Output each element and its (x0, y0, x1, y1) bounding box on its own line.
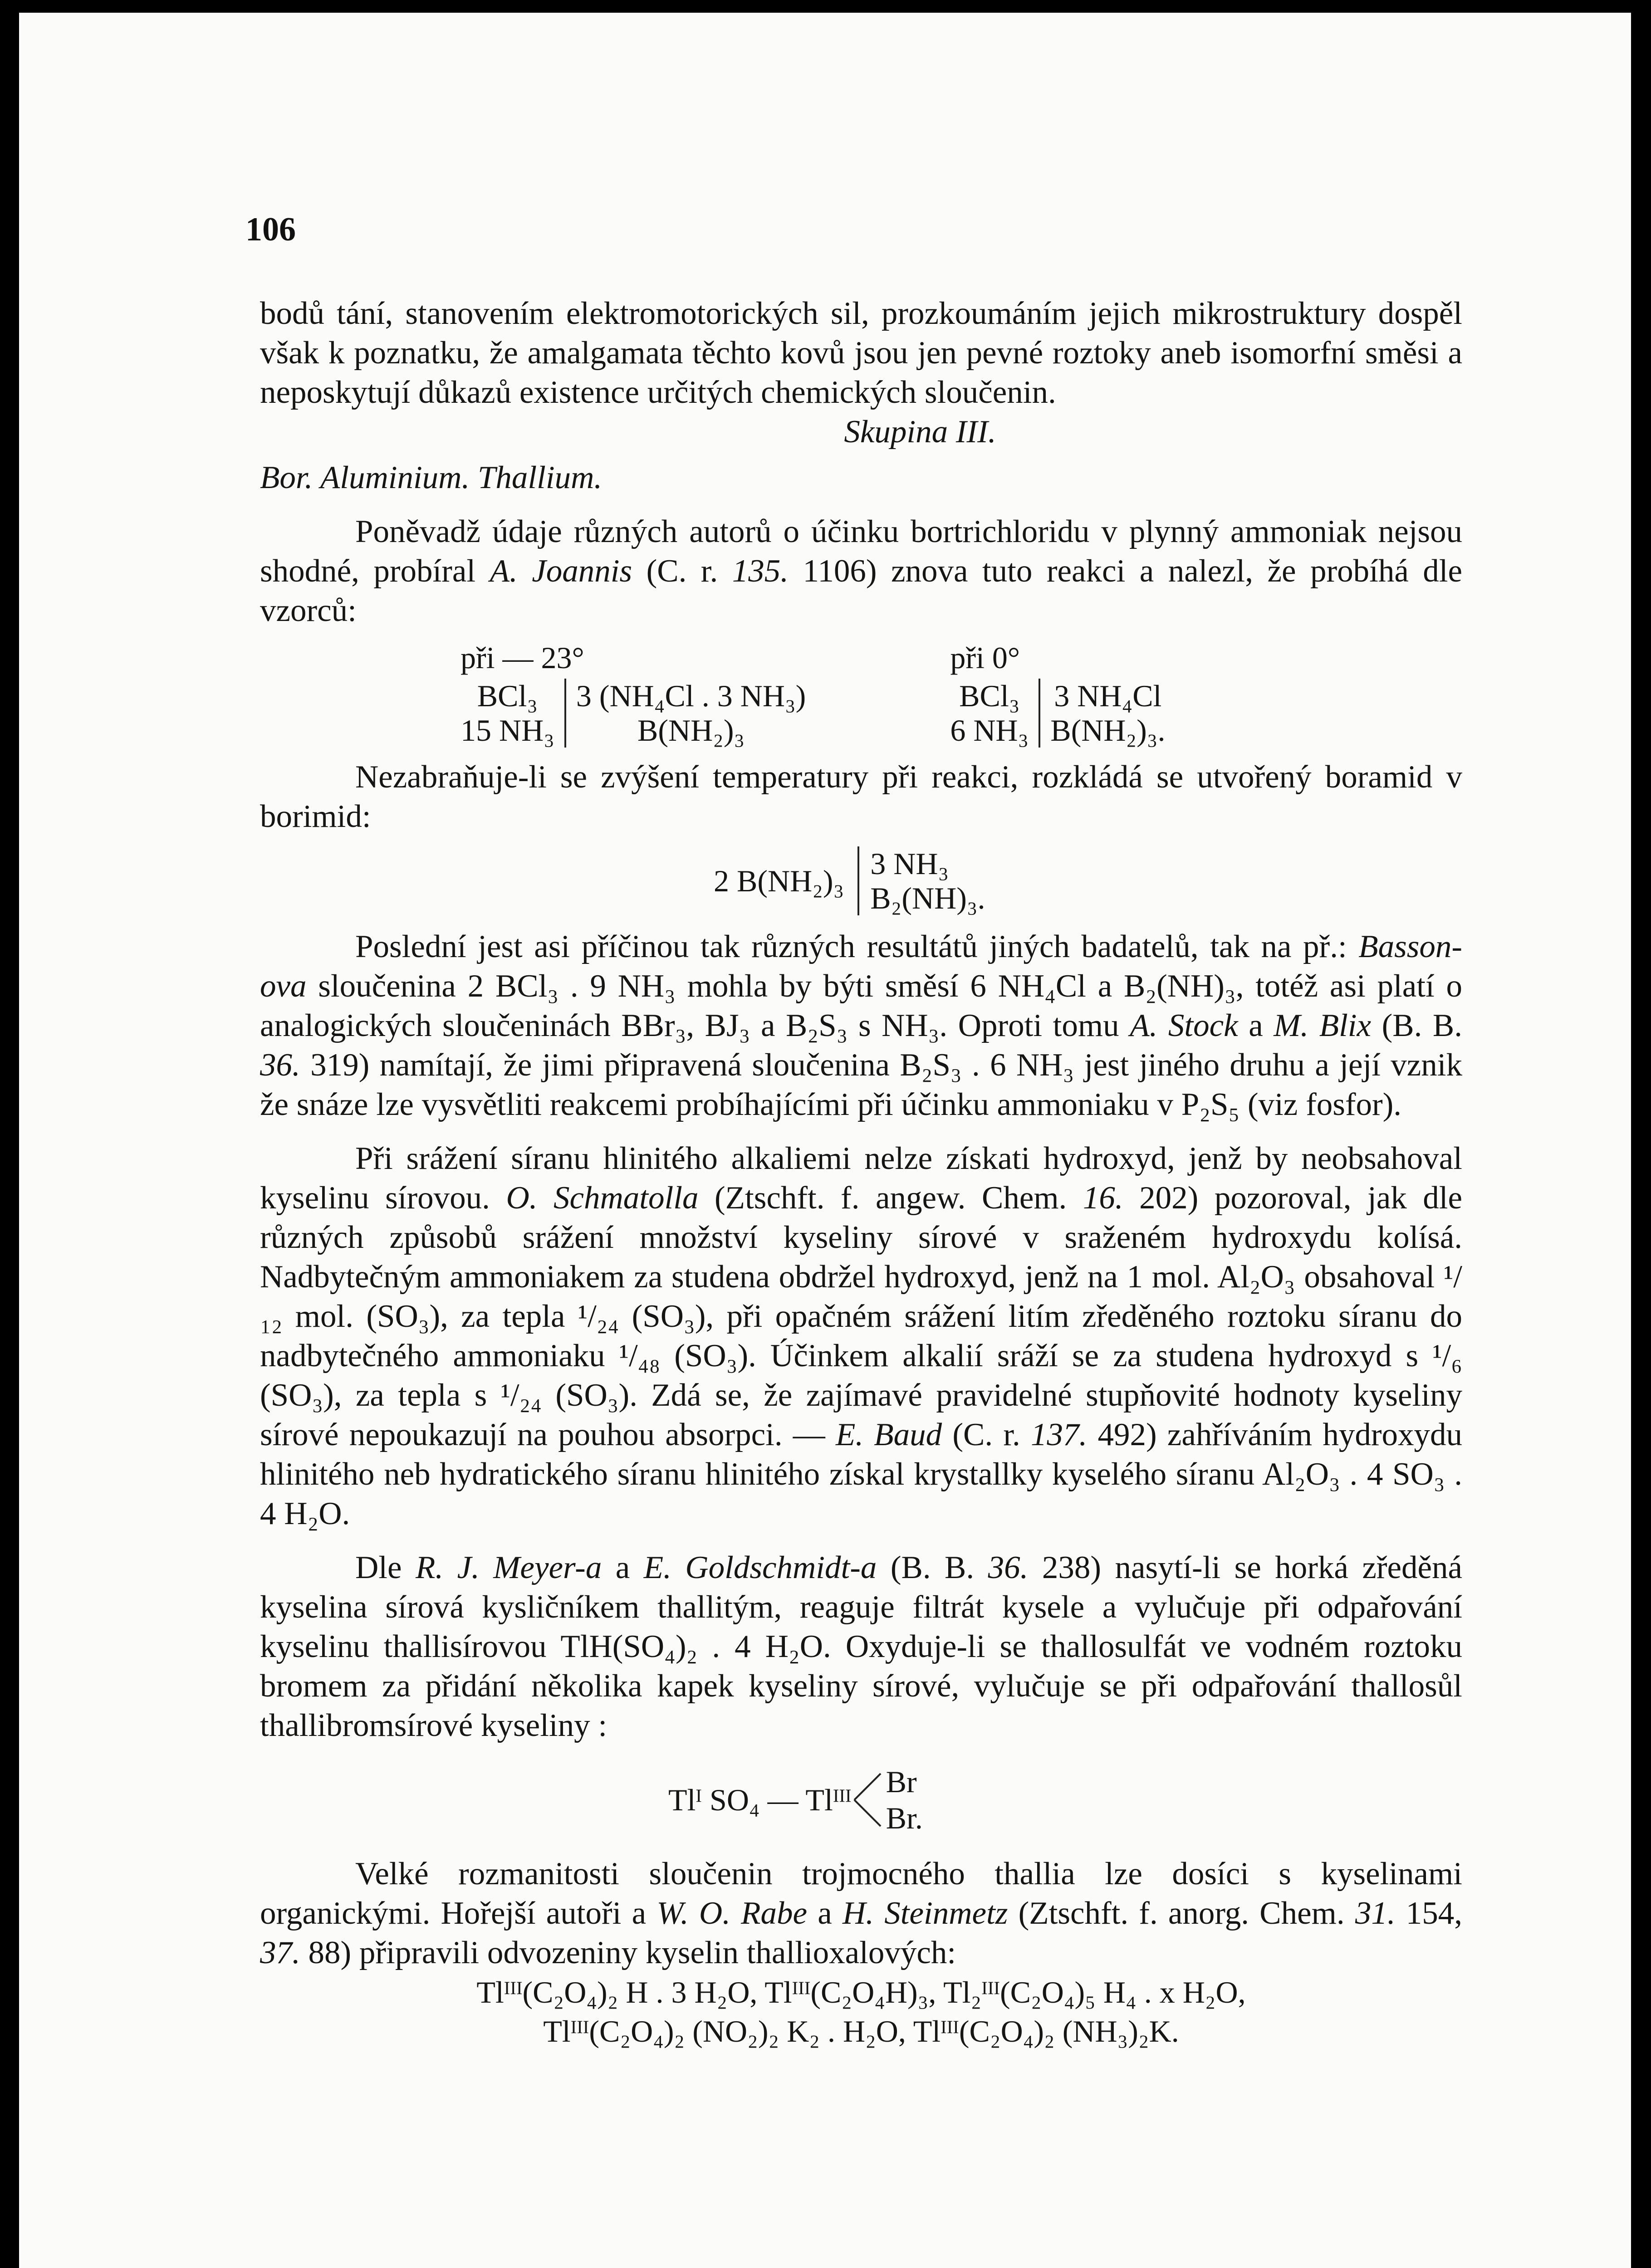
reaction-row: BCl₃ 3 (NH₄Cl . 3 NH₃) BCl₃ 3 NH₄Cl (451, 679, 1176, 713)
reaction-table (451, 640, 1176, 748)
author-joannis: A. Joannis (490, 553, 632, 589)
paragraph-boramid: Nezabraňuje-li se zvýšení temperatury při reakci, rozkládá se utvořený boramid v borimid: (260, 759, 1462, 834)
author-goldschmidt: E. Goldschmidt-a (643, 1550, 877, 1585)
oxalate-formula-line: Tlᴵᴵᴵ(C₂O₄)₂ H . 3 H₂O, Tlᴵᴵᴵ(C₂O₄H)₃, Tl₂ᴵᴵᴵ(C₂O₄)₅ H₄ . x H₂O, (476, 1975, 1246, 2009)
paragraph-aluminium-sulfate: Při srážení síranu hlinitého alkaliemi nelze získati hydroxyd, jenž by neobsahoval kyselinu sírovou. O. Schmatolla (Ztschft. f. angew. Chem. 16. 202) pozoroval, jak dle různých způsobů srážení množství kyseliny sírové v sraženém hydroxydu kolísá. Nadbytečným ammoniakem za studena obdržel hydroxyd, jenž na 1 mol. Al₂O₃ obsahoval ¹/₁₂ mol. (SO₃), za tepla ¹/₂₄ (SO₃), při opačném srážení litím zředěného roztoku síranu do nadbytečného ammoniaku ¹/₄₈ (SO₃). Účinkem alkalií sráží se za studena hydroxyd s ¹/₆ (SO₃), za tepla s ¹/₂₄ (SO₃). Zdá se, že zajímavé pravidelné stupňovité hodnoty kyseliny sírové nepoukazují na pouhou absorpci. — E. Baud (C. r. 137. 492) zahříváním hydroxydu hlinitého neb hydratického síranu hlinitého získal krystallky kyselého síranu Al₂O₃ . 4 SO₃ . 4 H₂O. (260, 1141, 1463, 1531)
bond-lines (852, 1764, 883, 1836)
reaction-row: 15 NH₃ B(NH₂)₃ 6 NH₃ B(NH₂)₃. (451, 713, 1176, 748)
group-heading: Skupina III. (844, 414, 996, 450)
elements-heading: Bor. Aluminium. Thallium. (260, 460, 603, 495)
page-body (260, 294, 1462, 2051)
author-baud: E. Baud (835, 1417, 942, 1452)
thallium-structure-formula: Tlᴵ SO₄ — Tlᴵᴵᴵ Br Br. (668, 1764, 1462, 1836)
author-meyer: R. J. Meyer-a (415, 1550, 602, 1585)
reaction-left-label: při — 23° (461, 640, 584, 675)
author-basson: Basson-ova (260, 929, 1463, 1004)
boramid-equation: 2 B(NH₂)₃ 3 NH₃ B₂(NH)₃. (714, 846, 985, 915)
paragraph-bortrichlorid: Poněvadž údaje různých autorů o účinku bortrichloridu v plynný ammoniak nejsou shodné, probíral A. Joannis (C. r. 135. 1106) znova tuto reakci a nalezl, že probíhá dle vzorců: (260, 514, 1463, 628)
oxalate-formula-line: Tlᴵᴵᴵ(C₂O₄)₂ (NO₂)₂ K₂ . H₂O, Tlᴵᴵᴵ(C₂O₄)₂ (NH₃)₂K. (543, 2014, 1179, 2048)
scanned-page (19, 13, 1631, 2268)
author-blix: M. Blix (1274, 1008, 1372, 1043)
author-schmatolla: O. Schmatolla (506, 1180, 699, 1216)
author-rabe: W. O. Rabe (656, 1896, 808, 1931)
paragraph-thallium: Dle R. J. Meyer-a a E. Goldschmidt-a (B. B. 36. 238) nasytí-li se horká zředěná kyselina sírová kysličníkem thallitým, reaguje filtrát kysele a vylučuje při odpařování kyselinu thallisírovou TlH(SO₄)₂ . 4 H₂O. Oxyduje-li se thallosulfát ve vodném roztoku bromem za přidání několika kapek kyseliny sírové, vylučuje se při odpařování thallosůl thallibromsírové kyseliny : (260, 1550, 1463, 1743)
paragraph-oxalates: Velké rozmanitosti sloučenin trojmocného thallia lze dosíci s kyselinami organickými. Hořejší autoři a W. O. Rabe a H. Steinmetz (Ztschft. f. anorg. Chem. 31. 154, 37. 88) připravili odvozeniny kyselin thallioxalových: (260, 1856, 1463, 1970)
paragraph-amalgams: bodů tání, stanovením elektromotorických sil, prozkoumáním jejich mikrostruktury dospěl však k poznatku, že amalgamata těchto kovů jsou jen pevné roztoky aneb isomorfní směsi a neposkytují důkazů existence určitých chemických sloučenin. (260, 296, 1462, 410)
author-stock: A. Stock (1130, 1008, 1238, 1043)
reaction-right-label: při 0° (950, 640, 1020, 675)
author-steinmetz: H. Steinmetz (843, 1896, 1008, 1931)
page-number: 106 (245, 211, 296, 248)
paragraph-basson: Poslední jest asi příčinou tak různých resultátů jiných badatelů, tak na př.: Basson-ova sloučenina 2 BCl₃ . 9 NH₃ mohla by býti směsí 6 NH₄Cl a B₂(NH)₃, totéž asi platí o analogických sloučeninách BBr₃, BJ₃ a B₂S₃ s NH₃. Oproti tomu A. Stock a M. Blix (B. B. 36. 319) namítají, že jimi připravená sloučenina B₂S₃ . 6 NH₃ jest jiného druhu a její vznik že snáze lze vysvětliti reakcemi probíhajícími při účinku ammoniaku v P₂S₅ (viz fosfor). (260, 929, 1463, 1122)
